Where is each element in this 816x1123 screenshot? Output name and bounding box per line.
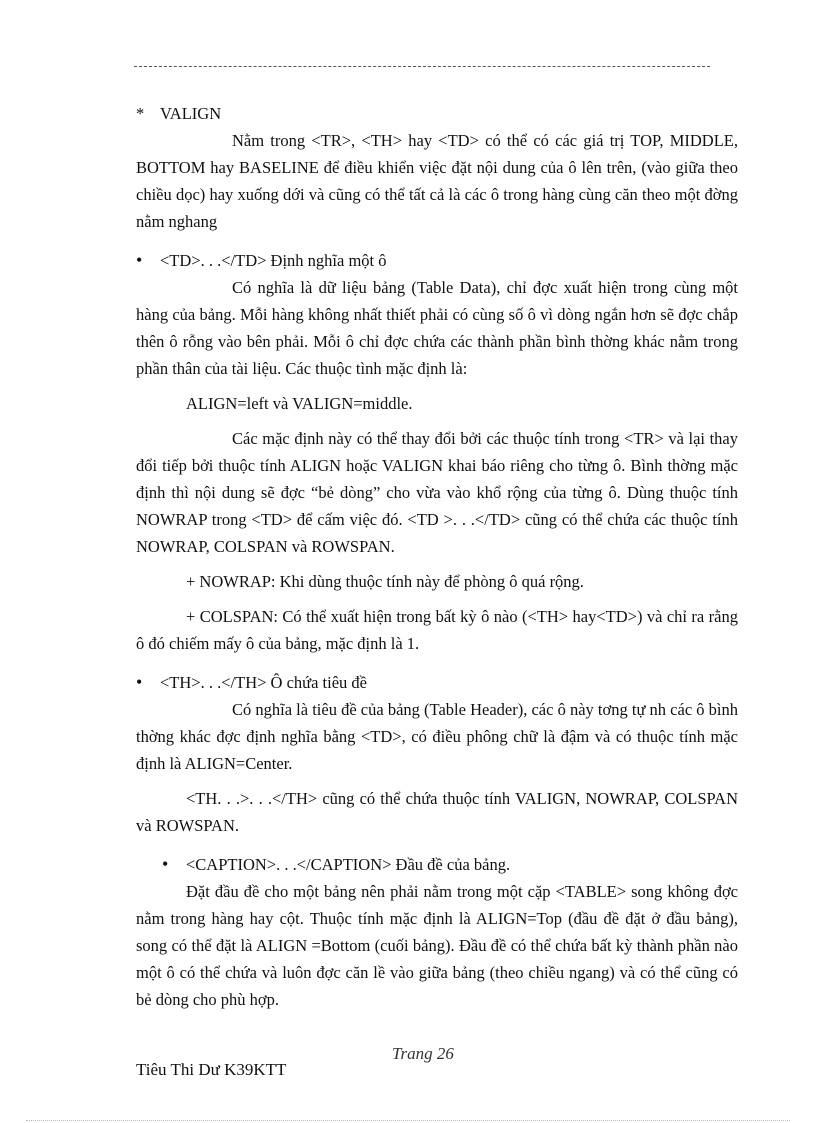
asterisk-marker: * xyxy=(136,104,145,123)
bottom-dotted-rule xyxy=(26,1120,790,1121)
th-heading xyxy=(136,669,738,696)
th-paragraph-1: Có nghĩa là tiêu đề của bảng (Table Header), các ô này tơng tự nh các ô bình thờng khác đợc định nghĩa bằng <TD>, có điều phông chữ là đậm và có thuộc tính mặc định là ALIGN=Center. xyxy=(136,700,738,773)
page-content xyxy=(136,100,738,1013)
td-paragraph-2: Các mặc định này có thể thay đổi bởi các thuộc tính trong <TR> và lại thay đổi tiếp bởi thuộc tính ALIGN hoặc VALIGN khai báo riêng cho từng ô. Bình thờng mặc định thì nội dung sẽ đợc “bẻ dòng” cho vừa vào khổ rộng của từng ô. Dùng thuộc tính NOWRAP trong <TD> để cấm việc đó. <TD >. . .</TD> cũng có thể chứa các thuộc tính NOWRAP, COLSPAN và ROWSPAN. xyxy=(136,429,738,556)
caption-heading-text: <CAPTION>. . .</CAPTION> Đầu đề của bảng. xyxy=(186,855,511,874)
top-dashed-rule xyxy=(134,66,710,67)
valign-heading xyxy=(136,100,738,127)
page-number: Trang 26 xyxy=(392,1044,454,1063)
colspan-note: + COLSPAN: Có thể xuất hiện trong bất kỳ ô nào (<TH> hay<TD>) và chỉ ra rằng ô đó chiếm mấy ô của bảng, mặc định là 1. xyxy=(136,607,738,653)
bullet-icon: • xyxy=(162,854,169,874)
bullet-icon: • xyxy=(136,672,143,692)
td-heading-text: <TD>. . .</TD> Định nghĩa một ô xyxy=(160,251,387,270)
th-heading-text: <TH>. . .</TH> Ô chứa tiêu đề xyxy=(160,673,367,692)
td-default-line: ALIGN=left và VALIGN=middle. xyxy=(186,394,413,413)
footer-author: Tiêu Thi Dư K39KTT xyxy=(136,1060,287,1079)
td-heading xyxy=(136,247,738,274)
caption-heading xyxy=(136,851,738,878)
td-paragraph-1: Có nghĩa là dữ liệu bảng (Table Data), chỉ đợc xuất hiện trong cùng một hàng của bảng. Mỗi hàng không nhất thiết phải có cùng số ô vì dòng ngắn hơn sẽ đợc chắp thên ô rỗng vào bên phải. Mỗi ô chỉ đợc chứa các thành phần bình thờng khác nằm trong phần thân của tài liệu. Các thuộc tình mặc định là: xyxy=(136,278,738,378)
caption-paragraph: Đặt đầu đề cho một bảng nên phải nằm trong một cặp <TABLE> song không đợc nằm trong hàng hay cột. Thuộc tính mặc định là ALIGN=Top (đầu đề đặt ở đầu bảng), song có thể đặt là ALIGN =Bottom (cuối bảng). Đầu đề có thể chứa bất kỳ thành phần nào một ô có thể chứa và luôn đợc căn lề vào giữa bảng (theo chiều ngang) và có thể cũng có bẻ dòng cho phù hợp. xyxy=(136,882,738,1009)
valign-paragraph: Nằm trong <TR>, <TH> hay <TD> có thể có các giá trị TOP, MIDDLE, BOTTOM hay BASELINE để điều khiển việc đặt nội dung của ô lên trên, (vào giữa theo chiều dọc) hay xuống dới và cũng có thể tất cả là các ô trong hàng cùng căn theo một đờng nằm nghang xyxy=(136,131,738,231)
th-paragraph-2: <TH. . .>. . .</TH> cũng có thể chứa thuộc tính VALIGN, NOWRAP, COLSPAN và ROWSPAN. xyxy=(136,789,738,835)
bullet-icon: • xyxy=(136,250,143,270)
valign-heading-text: VALIGN xyxy=(160,104,222,123)
nowrap-note: + NOWRAP: Khi dùng thuộc tính này để phòng ô quá rộng. xyxy=(186,572,584,591)
